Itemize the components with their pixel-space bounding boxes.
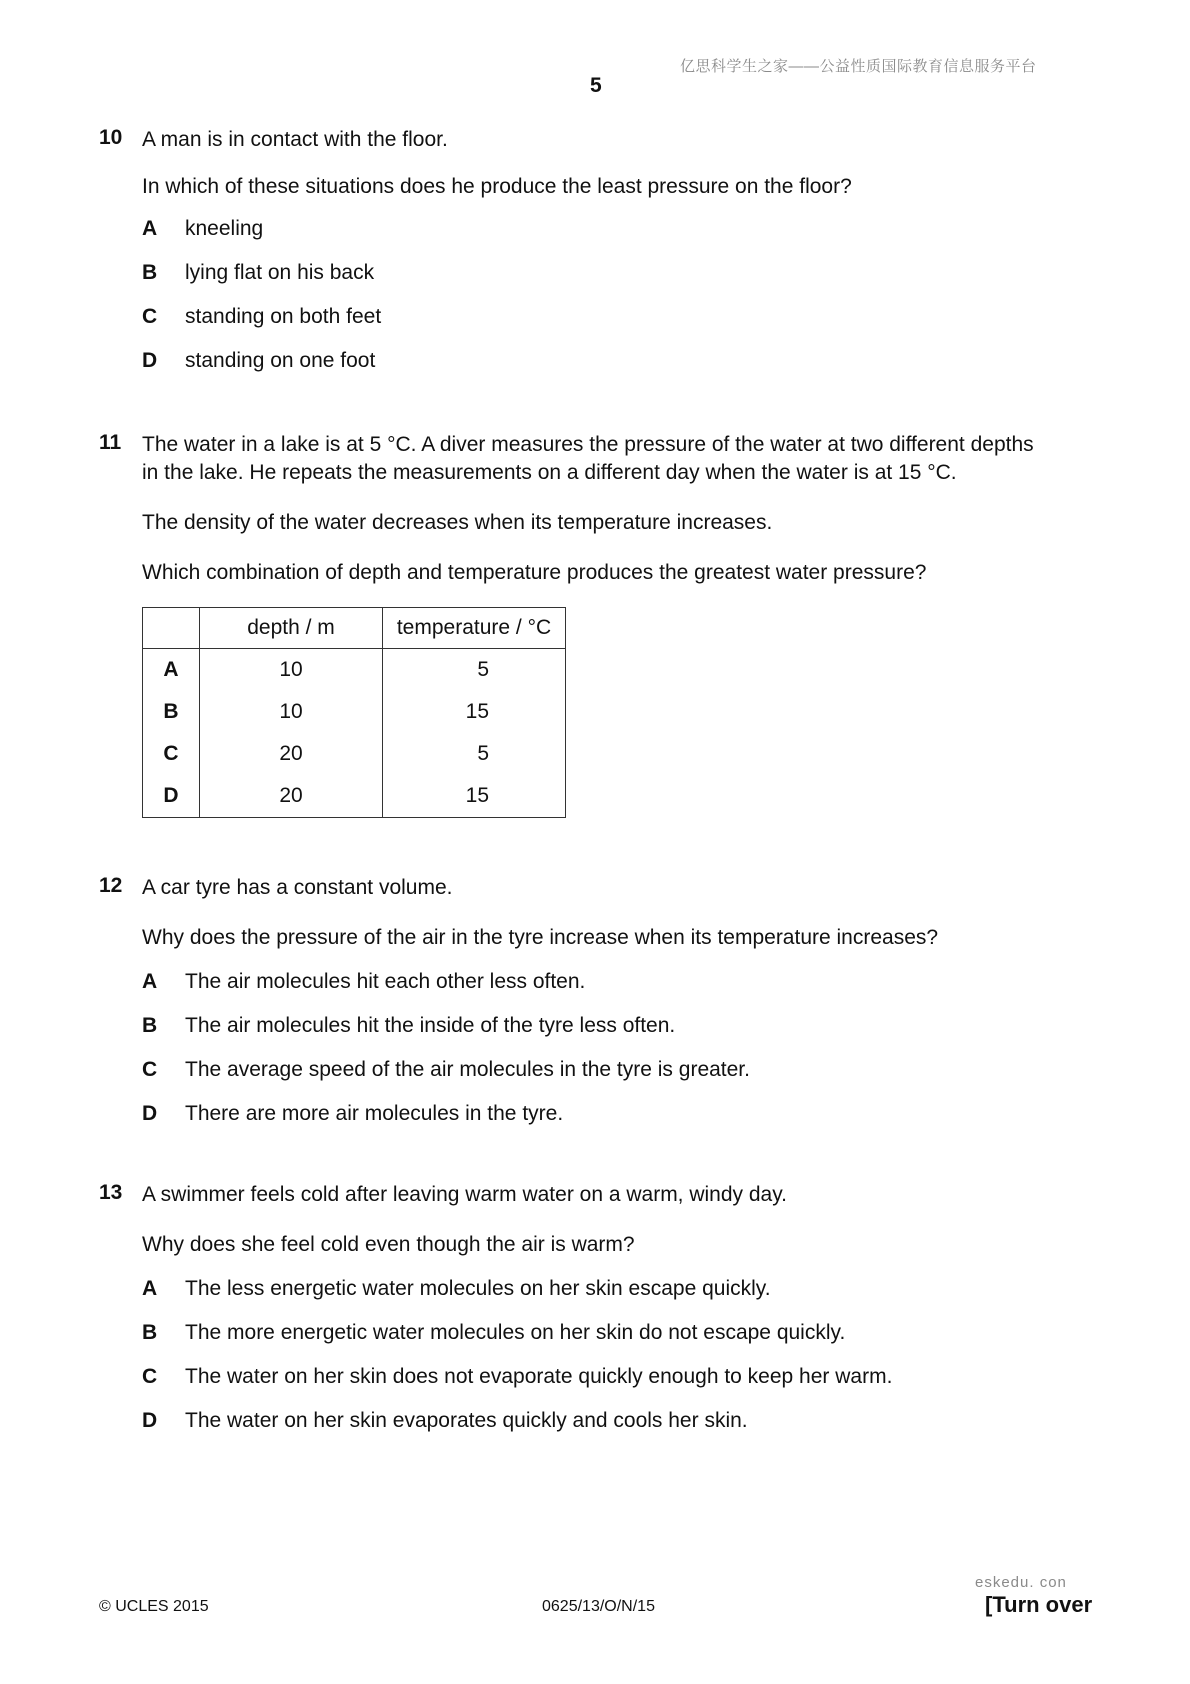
footer-copyright: © UCLES 2015 <box>99 1598 209 1615</box>
question-prompt: Why does she feel cold even though the air is warm? <box>142 1233 635 1256</box>
option-c: C standing on both feet <box>142 305 382 328</box>
table-row: B 10 15 <box>143 691 566 733</box>
table-header-temperature: temperature / °C <box>383 608 566 649</box>
question-stem: A car tyre has a constant volume. <box>142 876 453 899</box>
option-d: D The water on her skin evaporates quickly and cools her skin. <box>142 1409 748 1432</box>
option-d: D standing on one foot <box>142 349 376 372</box>
question-prompt: Why does the pressure of the air in the tyre increase when its temperature increases? <box>142 926 939 949</box>
question-stem: A swimmer feels cold after leaving warm water on a warm, windy day. <box>142 1183 788 1206</box>
table-header-blank <box>143 608 200 649</box>
option-a: A kneeling <box>142 217 264 240</box>
table-row: C 20 5 <box>143 733 566 775</box>
header-watermark: 亿思科学生之家——公益性质国际教育信息服务平台 <box>680 58 1037 75</box>
option-b: B The more energetic water molecules on her skin do not escape quickly. <box>142 1321 846 1344</box>
table-row: D 20 15 <box>143 775 566 818</box>
footer-paper-code: 0625/13/O/N/15 <box>542 1598 655 1615</box>
page-number: 5 <box>590 74 602 97</box>
option-d: D There are more air molecules in the tyre. <box>142 1102 564 1125</box>
question-11 <box>99 431 1099 818</box>
question-12 <box>99 874 1099 1146</box>
question-number: 10 <box>99 126 123 149</box>
depth-temperature-table <box>142 607 566 818</box>
footer-watermark: eskedu. con <box>975 1574 1067 1591</box>
option-b: B lying flat on his back <box>142 261 375 284</box>
option-c: C The average speed of the air molecules in the tyre is greater. <box>142 1058 750 1081</box>
question-number: 12 <box>99 874 123 897</box>
question-info: The density of the water decreases when its temperature increases. <box>142 511 773 534</box>
question-13 <box>99 1181 1099 1453</box>
option-b: B The air molecules hit the inside of the tyre less often. <box>142 1014 676 1037</box>
question-stem: A man is in contact with the floor. <box>142 128 448 151</box>
question-stem-line-1: The water in a lake is at 5 °C. A diver measures the pressure of the water at two different depths <box>142 433 1034 456</box>
question-prompt: Which combination of depth and temperature produces the greatest water pressure? <box>142 561 927 584</box>
table-row: A 10 5 <box>143 649 566 692</box>
question-prompt: In which of these situations does he produce the least pressure on the floor? <box>142 175 852 198</box>
question-10 <box>99 126 1099 393</box>
table-header-depth: depth / m <box>200 608 383 649</box>
option-a: A The less energetic water molecules on her skin escape quickly. <box>142 1277 771 1300</box>
turn-over-label: [Turn over <box>985 1592 1093 1617</box>
question-number: 11 <box>99 431 122 454</box>
option-a: A The air molecules hit each other less often. <box>142 970 586 993</box>
question-stem-line-2: in the lake. He repeats the measurements on a different day when the water is at 15 °C. <box>142 461 957 484</box>
question-number: 13 <box>99 1181 123 1204</box>
option-c: C The water on her skin does not evaporate quickly enough to keep her warm. <box>142 1365 893 1388</box>
